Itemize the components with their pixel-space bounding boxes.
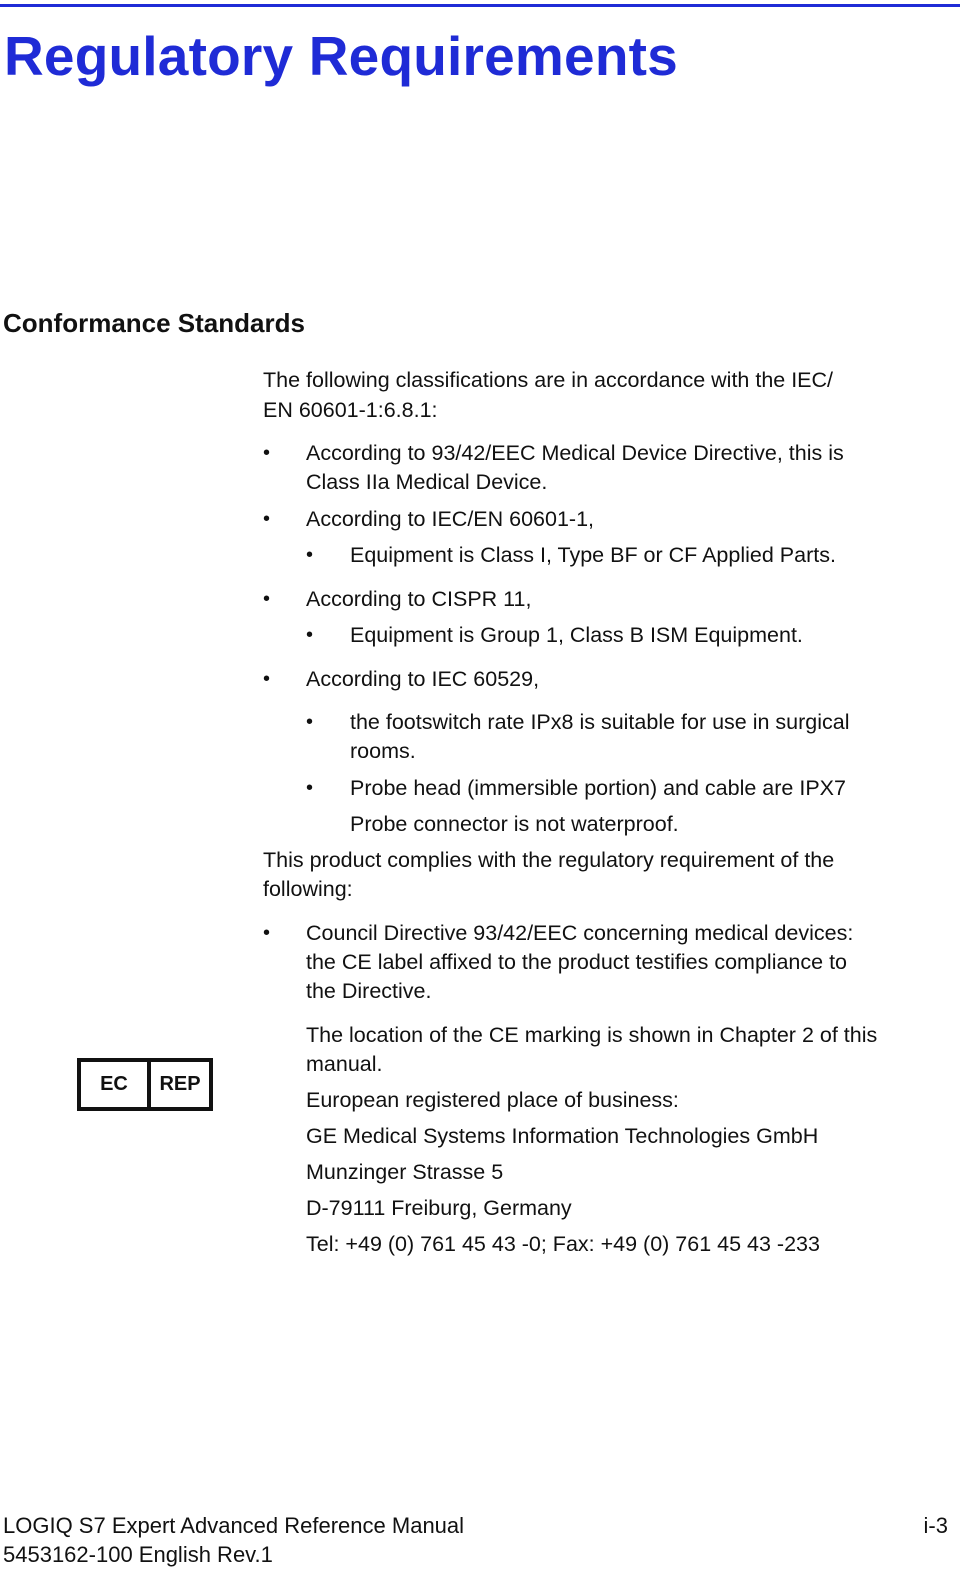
bullet-marker: • xyxy=(306,544,314,566)
sub-list-item: Probe head (immersible portion) and cable are IPX7 xyxy=(350,776,846,800)
sub-list-item: Probe connector is not waterproof. xyxy=(350,812,679,836)
ce-marking-text: manual. xyxy=(306,1052,383,1076)
footer-manual-title: LOGIQ S7 Expert Advanced Reference Manual xyxy=(3,1513,465,1538)
bullet-marker: • xyxy=(306,777,314,799)
bullet-marker: • xyxy=(263,442,271,464)
top-rule xyxy=(0,4,960,7)
ec-rep-symbol-right: REP xyxy=(159,1073,201,1095)
ec-rep-symbol-left: EC xyxy=(81,1062,151,1107)
bullet-marker: • xyxy=(306,711,314,733)
list-item: According to CISPR 11, xyxy=(306,587,532,611)
list-item: Council Directive 93/42/EEC concerning medical devices: xyxy=(306,921,854,945)
company-name: GE Medical Systems Information Technologies GmbH xyxy=(306,1124,819,1148)
footer-page-number: i-3 xyxy=(923,1513,948,1538)
section-heading: Conformance Standards xyxy=(3,308,305,338)
bullet-marker: • xyxy=(263,668,271,690)
sub-list-item: the footswitch rate IPx8 is suitable for use in surgical xyxy=(350,710,850,734)
bullet-marker: • xyxy=(263,922,271,944)
list-item: According to IEC/EN 60601-1, xyxy=(306,507,595,531)
intro-line: The following classifications are in accordance with the IEC/ xyxy=(263,368,834,392)
footer-part-number: 5453162-100 English Rev.1 xyxy=(3,1542,273,1567)
bullet-marker: • xyxy=(306,624,314,646)
list-item: Class IIa Medical Device. xyxy=(306,470,548,494)
contact-info: Tel: +49 (0) 761 45 43 -0; Fax: +49 (0) 761 45 43 -233 xyxy=(306,1232,820,1256)
sub-list-item: Equipment is Group 1, Class B ISM Equipment. xyxy=(350,623,803,647)
street-address: Munzinger Strasse 5 xyxy=(306,1160,504,1184)
intro-line: EN 60601-1:6.8.1: xyxy=(263,398,438,422)
compliance-text: This product complies with the regulatory requirement of the xyxy=(263,848,835,872)
ec-rep-symbol xyxy=(77,1058,213,1111)
sub-list-item: rooms. xyxy=(350,739,416,763)
bullet-marker: • xyxy=(263,588,271,610)
business-label: European registered place of business: xyxy=(306,1088,679,1112)
compliance-text: following: xyxy=(263,877,353,901)
bullet-marker: • xyxy=(263,508,271,530)
list-item: According to 93/42/EEC Medical Device Directive, this is xyxy=(306,441,844,465)
page-title: Regulatory Requirements xyxy=(4,25,678,87)
ce-marking-text: The location of the CE marking is shown in Chapter 2 of this xyxy=(306,1023,878,1047)
list-item: the Directive. xyxy=(306,979,432,1003)
list-item: the CE label affixed to the product testifies compliance to xyxy=(306,950,847,974)
list-item: According to IEC 60529, xyxy=(306,667,540,691)
city-address: D-79111 Freiburg, Germany xyxy=(306,1196,572,1220)
sub-list-item: Equipment is Class I, Type BF or CF Applied Parts. xyxy=(350,543,836,567)
